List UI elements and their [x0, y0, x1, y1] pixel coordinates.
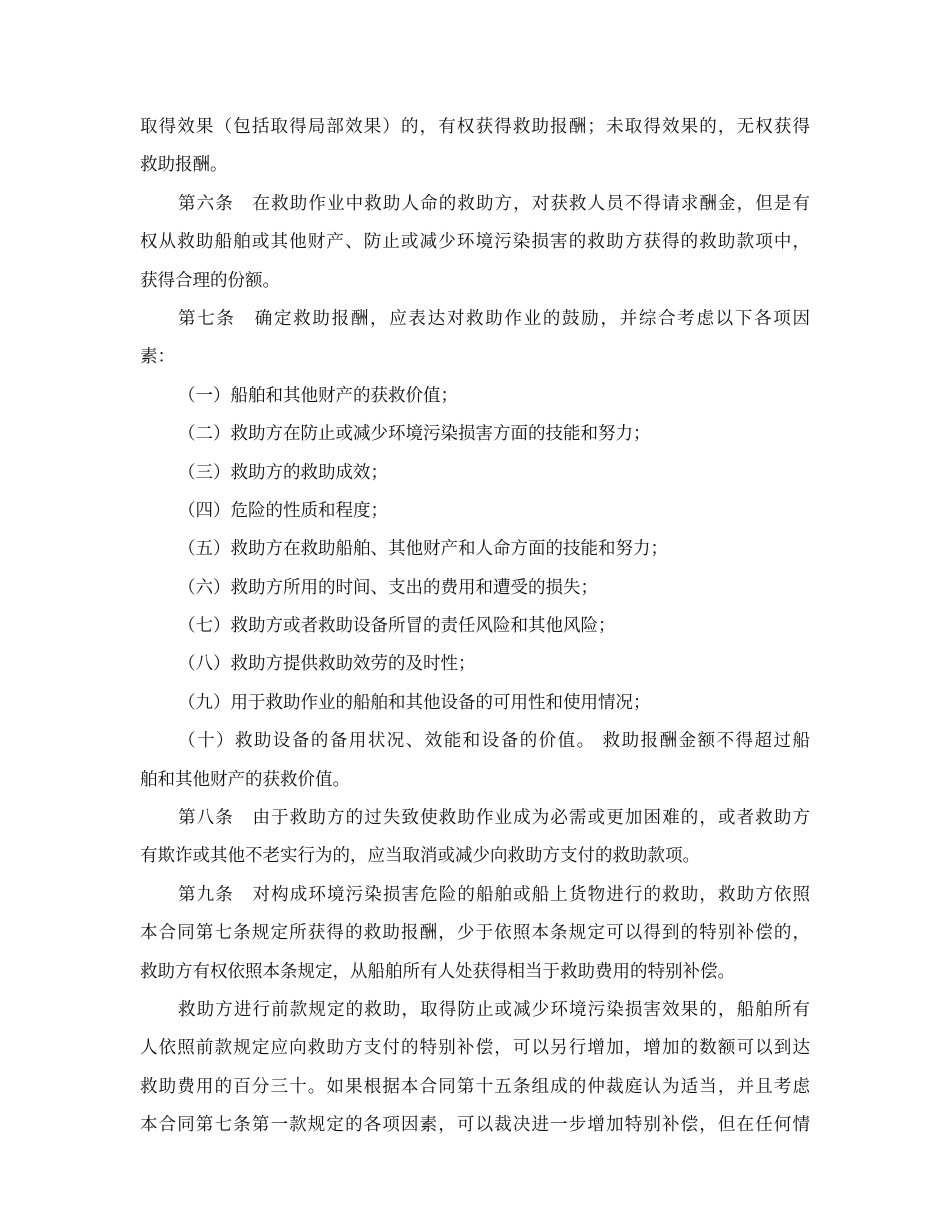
text-line: 本合同第七条第一款规定的各项因素，可以裁决进一步增加特别补偿，但在任何情 [140, 1115, 810, 1136]
text-line: 权从救助船舶或其他财产、防止或减少环境污染损害的救助方获得的救助款项中， [140, 232, 810, 253]
list-item: （一）船舶和其他财产的获救价值； [178, 385, 458, 406]
text-line: 救助报酬。 [140, 155, 228, 176]
list-item: （三）救助方的救助成效； [178, 462, 388, 483]
text-line: 救助费用的百分三十。如果根据本合同第十五条组成的仲裁庭认为适当，并且考虑 [140, 1076, 810, 1097]
list-item: （二）救助方在防止或减少环境污染损害方面的技能和努力； [178, 424, 651, 445]
text-line: 本合同第七条规定所获得的救助报酬，少于依照本条规定可以得到的特别补偿的， [140, 923, 810, 944]
list-item: （四）危险的性质和程度； [178, 500, 388, 521]
paragraph-first-line: 救助方进行前款规定的救助，取得防止或减少环境污染损害效果的，船舶所有 [178, 999, 810, 1020]
text-line: 救助方有权依照本条规定，从船舶所有人处获得相当于救助费用的特别补偿。 [140, 961, 735, 982]
text-line: 获得合理的份额。 [140, 270, 280, 291]
list-item: （五）救助方在救助船舶、其他财产和人命方面的技能和努力； [178, 539, 668, 560]
article-9-first-line: 第九条 对构成环境污染损害危险的船舶或船上货物进行的救助，救助方依照 [178, 884, 810, 905]
text-line: 有欺诈或其他不老实行为的，应当取消或减少向救助方支付的救助款项。 [140, 846, 700, 867]
document-body [140, 108, 810, 1145]
list-item: （九）用于救助作业的船舶和其他设备的可用性和使用情况； [178, 692, 651, 713]
article-7-first-line: 第七条 确定救助报酬，应表达对救助作业的鼓励，并综合考虑以下各项因 [178, 308, 810, 329]
text-line: 人依照前款规定应向救助方支付的特别补偿，可以另行增加，增加的数额可以到达 [140, 1038, 810, 1059]
article-6-first-line: 第六条 在救助作业中救助人命的救助方，对获救人员不得请求酬金，但是有 [178, 193, 810, 214]
list-item: （六）救助方所用的时间、支出的费用和遭受的损失； [178, 577, 598, 598]
article-8-first-line: 第八条 由于救助方的过失致使救助作业成为必需或更加困难的，或者救助方 [178, 808, 810, 829]
text-line: 素： [140, 347, 175, 368]
list-item: （十）救助设备的备用状况、效能和设备的价值。 救助报酬金额不得超过船 [178, 731, 810, 752]
text-line: 取得效果（包括取得局部效果）的，有权获得救助报酬；未取得效果的，无权获得 [140, 117, 810, 137]
list-item: （七）救助方或者救助设备所冒的责任风险和其他风险； [178, 616, 616, 637]
text-line: 舶和其他财产的获救价值。 [140, 769, 350, 790]
list-item: （八）救助方提供救助效劳的及时性； [178, 654, 476, 675]
